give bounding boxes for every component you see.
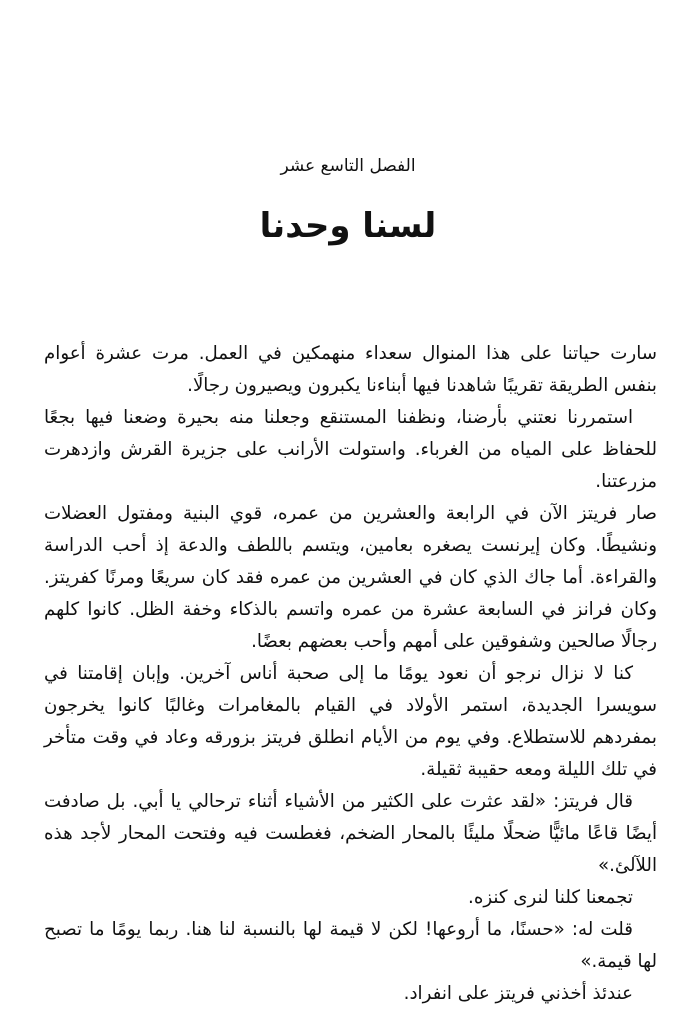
- chapter-title: لسنا وحدنا: [259, 206, 437, 246]
- paragraph: تجمعنا كلنا لنرى كنزه.: [468, 887, 633, 908]
- paragraph: استمررنا نعتني بأرضنا، ونظفنا المستنقع وجعلنا منه بحيرة وضعنا فيها بجعًا للحفاظ على المياه من الغرباء. واستولت الأرانب على جزيرة القرش وازدهرت مزرعتنا.: [44, 407, 657, 492]
- paragraph: قلت له: «حسنًا، ما أروعها! لكن لا قيمة لها بالنسبة لنا هنا. ربما يومًا ما تصبح لها قيمة.»: [44, 919, 657, 972]
- chapter-body: [44, 338, 657, 1010]
- paragraph: عندئذ أخذني فريتز على انفراد.: [403, 983, 633, 1004]
- paragraph: كنا لا نزال نرجو أن نعود يومًا ما إلى صحبة أناس آخرين. وإبان إقامتنا في سويسرا الجديدة، استمر الأولاد في القيام بالمغامرات وغالبًا كانوا يخرجون بمفردهم للاستطلاع. وفي يوم من الأيام انطلق فريتز بزورقه وعاد في وقت متأخر في تلك الليلة ومعه حقيبة ثقيلة.: [44, 663, 657, 780]
- paragraph: قال فريتز: «لقد عثرت على الكثير من الأشياء أثناء ترحالي يا أبي. بل صادفت أيضًا قاعًا مائيًّا ضحلًا مليئًا بالمحار الضخم، فغطست فيه وفتحت المحار لأجد هذه اللآلئ.»: [44, 791, 657, 876]
- paragraph: سارت حياتنا على هذا المنوال سعداء منهمكين في العمل. مرت عشرة أعوام بنفس الطريقة تقريبًا شاهدنا فيها أبناءنا يكبرون ويصيرون رجالًا.: [44, 343, 657, 396]
- chapter-label: الفصل التاسع عشر: [280, 156, 416, 176]
- paragraph: صار فريتز الآن في الرابعة والعشرين من عمره، قوي البنية ومفتول العضلات ونشيطًا. وكان إيرنست يصغره بعامين، ويتسم باللطف والدعة إذ أحب الدراسة والقراءة. أما جاك الذي كان في العشرين من عمره فقد كان سريعًا ومرنًا كفريتز. وكان فرانز في السابعة عشرة من عمره واتسم بالذكاء وخفة الظل. كانوا كلهم رجالًا صالحين وشفوقين على أمهم وأحب بعضهم بعضًا.: [44, 503, 657, 652]
